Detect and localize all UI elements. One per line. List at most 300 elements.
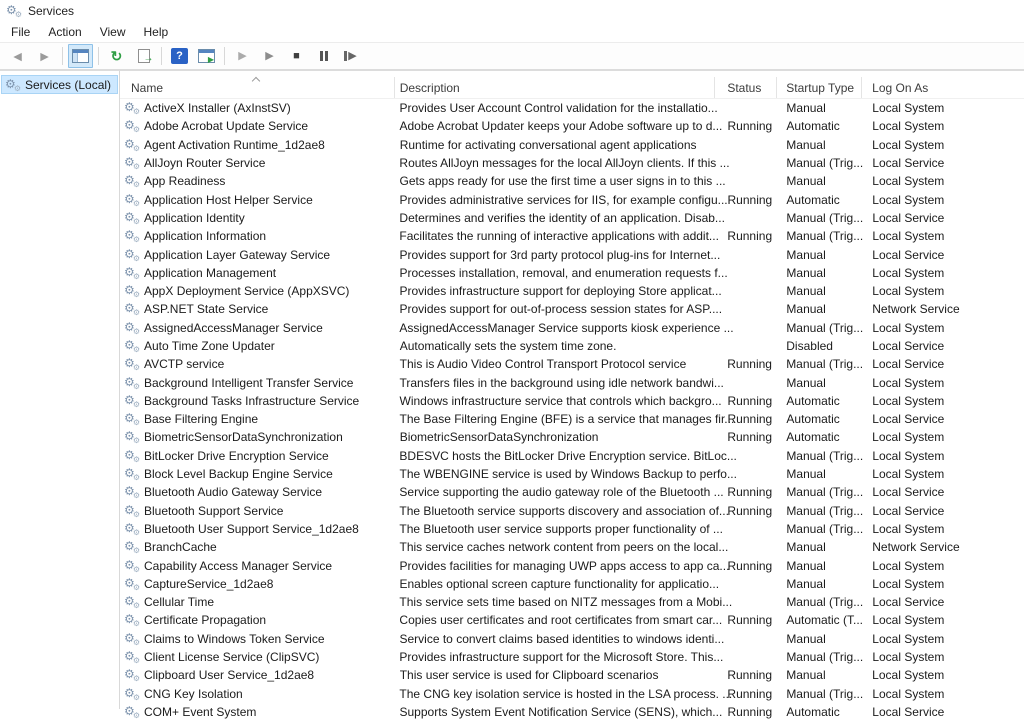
service-name: AppX Deployment Service (AppXSVC) — [144, 284, 350, 299]
cell-description: Service supporting the audio gateway role of the Bluetooth ... — [399, 485, 724, 500]
service-row[interactable] — [120, 392, 1024, 410]
cell-description: Routes AllJoyn messages for the local AllJoyn clients. If this ... — [399, 156, 730, 171]
cell-name — [120, 300, 395, 318]
cell-log-on-as: Local System — [872, 430, 945, 445]
service-row[interactable] — [120, 245, 1024, 263]
menu-action[interactable]: Action — [48, 25, 82, 39]
cell-description: BiometricSensorDataSynchronization — [399, 430, 599, 445]
cell-log-on-as: Local System — [872, 558, 945, 573]
column-header-label: Startup Type — [786, 80, 855, 95]
cell-status: Running — [727, 229, 773, 244]
service-gear-icon: ⚙ ⚙ — [124, 557, 140, 574]
service-row[interactable] — [120, 136, 1024, 154]
cell-log-on-as: Local System — [872, 467, 945, 482]
cell-status — [715, 593, 777, 611]
service-row[interactable] — [120, 611, 1024, 629]
cell-status — [716, 465, 778, 483]
cell-description: This is Audio Video Control Transport Protocol service — [399, 357, 687, 372]
service-name: AllJoyn Router Service — [144, 156, 266, 171]
cell-log-on-as: Local System — [872, 174, 945, 189]
cell-description: The Base Filtering Engine (BFE) is a service that manages fir... — [399, 412, 735, 427]
column-header-startup_type[interactable] — [777, 77, 862, 98]
stop-service-button[interactable] — [284, 44, 309, 68]
cell-startup-type: Manual (Trig... — [786, 686, 864, 701]
cell-description: Transfers files in the background using idle network bandwi... — [399, 375, 724, 390]
cell-log-on-as: Local System — [872, 668, 945, 683]
cell-description: Provides support for out-of-process session states for ASP.... — [399, 302, 723, 317]
cell-log-on-as: Network Service — [872, 302, 960, 317]
service-row[interactable] — [120, 154, 1024, 172]
cell-startup-type: Manual (Trig... — [786, 320, 864, 335]
cell-status — [716, 99, 778, 117]
cell-name — [120, 685, 394, 703]
cell-description: Runtime for activating conversational agent applications — [399, 137, 697, 152]
back-icon: ◄ — [10, 48, 25, 64]
service-row[interactable] — [120, 410, 1024, 428]
title-bar — [0, 0, 1024, 22]
cell-name — [120, 392, 395, 410]
cell-description: This user service is used for Clipboard scenarios — [399, 668, 659, 683]
cell-name — [120, 373, 395, 391]
cell-description: The WBENGINE service is used by Windows Backup to perfo... — [399, 467, 737, 482]
service-name: BiometricSensorDataSynchronization — [144, 430, 343, 445]
service-gear-icon: ⚙ ⚙ — [124, 100, 140, 117]
cell-status — [716, 538, 778, 556]
service-gear-icon: ⚙ ⚙ — [124, 685, 140, 702]
toolbar-separator — [224, 47, 225, 65]
cell-name — [120, 575, 395, 593]
services-node-icon: ⚙ ⚙ — [5, 76, 21, 93]
cell-log-on-as: Local System — [872, 229, 945, 244]
cell-name — [120, 611, 394, 629]
cell-log-on-as: Local System — [872, 137, 945, 152]
cell-startup-type: Automatic — [786, 412, 840, 427]
service-name: Background Intelligent Transfer Service — [144, 375, 354, 390]
service-list — [120, 99, 1024, 721]
service-row[interactable] — [120, 538, 1024, 556]
back-button[interactable] — [5, 44, 30, 68]
service-gear-icon: ⚙ ⚙ — [124, 520, 140, 537]
service-row[interactable] — [120, 483, 1024, 501]
cell-log-on-as: Local System — [872, 448, 945, 463]
cell-name — [120, 99, 395, 117]
cell-log-on-as: Network Service — [872, 540, 960, 555]
cell-name — [120, 538, 395, 556]
cell-startup-type: Automatic (T... — [786, 613, 863, 628]
service-row[interactable] — [120, 685, 1024, 703]
cell-log-on-as: Local System — [872, 393, 945, 408]
cell-name — [120, 428, 395, 446]
cell-log-on-as: Local System — [872, 320, 945, 335]
service-name: CaptureService_1d2ae8 — [144, 576, 274, 591]
cell-log-on-as: Local Service — [872, 357, 945, 372]
cell-status: Running — [727, 613, 773, 628]
stop-service-icon: ■ — [293, 49, 300, 62]
service-name: Application Host Helper Service — [144, 192, 313, 207]
cell-status — [716, 245, 778, 263]
cell-startup-type: Manual — [786, 101, 826, 116]
cell-name — [120, 593, 394, 611]
service-row[interactable] — [120, 428, 1024, 446]
service-row[interactable] — [120, 703, 1024, 721]
column-header-status[interactable] — [715, 77, 777, 98]
service-gear-icon: ⚙ ⚙ — [124, 173, 140, 190]
service-row[interactable] — [120, 447, 1024, 465]
cell-description: This service sets time based on NITZ messages from a Mobi... — [399, 595, 733, 610]
cell-log-on-as: Local Service — [872, 210, 945, 225]
service-name: ActiveX Installer (AxInstSV) — [144, 101, 291, 116]
cell-name — [120, 209, 394, 227]
cell-name — [120, 520, 394, 538]
tree-item-services-local[interactable] — [1, 75, 118, 94]
export-arrow-icon: → — [143, 53, 154, 64]
menu-bar — [0, 22, 1024, 43]
cell-status: Running — [727, 558, 773, 573]
service-gear-icon: ⚙ ⚙ — [124, 338, 140, 354]
service-row[interactable] — [120, 502, 1024, 520]
cell-name — [120, 190, 395, 208]
service-name: Cellular Time — [144, 595, 215, 610]
cell-startup-type: Automatic — [786, 393, 840, 408]
service-name: Background Tasks Infrastructure Service — [144, 393, 360, 408]
help-button[interactable] — [167, 44, 192, 68]
cell-startup-type: Manual — [786, 375, 826, 390]
service-name: Bluetooth Support Service — [144, 503, 284, 518]
console-body — [0, 71, 1024, 720]
service-name: Claims to Windows Token Service — [144, 631, 325, 646]
cell-name — [120, 556, 395, 574]
show-console-tree-button[interactable] — [68, 44, 93, 68]
column-header-name[interactable] — [120, 77, 395, 98]
cell-startup-type: Manual — [786, 247, 826, 262]
cell-startup-type: Manual — [786, 668, 826, 683]
extended-view-button[interactable] — [194, 44, 219, 68]
cell-status — [716, 630, 778, 648]
cell-description: Provides infrastructure support for the Microsoft Store. This... — [399, 650, 724, 665]
cell-log-on-as: Local System — [872, 613, 945, 628]
cell-status: Running — [727, 393, 773, 408]
cell-startup-type: Manual (Trig... — [786, 156, 864, 171]
window-title: Services — [28, 4, 75, 18]
service-name: CNG Key Isolation — [144, 686, 243, 701]
cell-status — [716, 373, 778, 391]
service-gear-icon: ⚙ ⚙ — [124, 118, 140, 135]
cell-log-on-as: Local System — [872, 101, 945, 116]
cell-description: Adobe Acrobat Updater keeps your Adobe software up to d... — [399, 119, 723, 134]
service-gear-icon: ⚙ ⚙ — [124, 539, 140, 556]
cell-description: Provides administrative services for IIS, for example configu... — [399, 192, 728, 207]
cell-startup-type: Manual (Trig... — [786, 650, 864, 665]
cell-description: Gets apps ready for use the first time a user signs in to this ... — [399, 174, 726, 189]
service-gear-icon: ⚙ ⚙ — [124, 447, 140, 464]
cell-status — [715, 154, 777, 172]
service-row[interactable] — [120, 337, 1024, 355]
menu-help[interactable]: Help — [143, 25, 169, 39]
restart-service-button[interactable] — [338, 44, 363, 68]
cell-log-on-as: Local Service — [872, 503, 945, 518]
mini-play-icon: ▶ — [207, 55, 214, 64]
service-gear-icon: ⚙ ⚙ — [124, 649, 140, 666]
service-name: COM+ Event System — [144, 704, 257, 719]
cell-log-on-as: Local System — [872, 631, 945, 646]
service-gear-icon: ⚙ ⚙ — [124, 228, 140, 245]
cell-startup-type: Manual (Trig... — [786, 485, 864, 500]
cell-startup-type: Manual — [786, 302, 826, 317]
cell-startup-type: Manual — [786, 284, 826, 299]
column-header-label: Description — [399, 80, 460, 95]
cell-name — [120, 245, 395, 263]
service-row[interactable] — [120, 630, 1024, 648]
service-row[interactable] — [120, 575, 1024, 593]
cell-startup-type: Automatic — [786, 430, 840, 445]
tree-item-label: Services (Local) — [25, 77, 112, 92]
cell-name — [120, 337, 395, 355]
service-name: ASP.NET State Service — [144, 302, 269, 317]
cell-log-on-as: Local Service — [872, 485, 945, 500]
service-gear-icon: ⚙ ⚙ — [124, 429, 140, 446]
service-row[interactable] — [120, 465, 1024, 483]
cell-log-on-as: Local Service — [872, 595, 945, 610]
list-header — [120, 77, 1024, 99]
forward-icon: ► — [37, 48, 52, 64]
service-gear-icon: ⚙ ⚙ — [124, 283, 140, 300]
service-gear-icon: ⚙ ⚙ — [124, 411, 140, 428]
resume-service-icon: ▶ — [265, 49, 274, 62]
cell-name — [120, 264, 395, 282]
cell-status: Running — [727, 412, 773, 427]
cell-description: Processes installation, removal, and enumeration requests f... — [399, 265, 728, 280]
cell-description: The Bluetooth user service supports proper functionality of ... — [399, 521, 723, 536]
service-row[interactable] — [120, 264, 1024, 282]
service-row[interactable] — [120, 99, 1024, 117]
service-row[interactable] — [120, 172, 1024, 190]
cell-log-on-as: Local Service — [872, 247, 945, 262]
cell-log-on-as: Local Service — [872, 156, 945, 171]
console-tree-icon — [72, 49, 89, 63]
service-row[interactable] — [120, 282, 1024, 300]
column-header-label: Log On As — [872, 80, 929, 95]
refresh-button[interactable] — [104, 44, 129, 68]
cell-name — [120, 136, 395, 154]
export-list-button[interactable] — [131, 44, 156, 68]
service-name: Auto Time Zone Updater — [144, 339, 275, 353]
cell-log-on-as: Local System — [872, 375, 945, 390]
cell-status: Running — [727, 686, 773, 701]
cell-name — [120, 410, 395, 428]
menu-file[interactable]: File — [11, 25, 31, 39]
cell-status — [716, 575, 778, 593]
help-icon: ? — [171, 48, 188, 64]
sort-ascending-icon — [253, 78, 260, 82]
cell-startup-type: Manual — [786, 265, 826, 280]
cell-name — [120, 447, 394, 465]
service-name: AssignedAccessManager Service — [144, 320, 323, 335]
cell-description: Supports System Event Notification Service (SENS), which... — [399, 704, 723, 719]
cell-log-on-as: Local Service — [872, 339, 945, 353]
service-name: Adobe Acrobat Update Service — [144, 119, 309, 134]
service-gear-icon: ⚙ ⚙ — [124, 612, 140, 629]
service-row[interactable] — [120, 319, 1024, 337]
cell-startup-type: Manual — [786, 631, 826, 646]
cell-description: The Bluetooth service supports discovery and association of... — [399, 503, 729, 518]
cell-description: This service caches network content from peers on the local... — [399, 540, 729, 555]
service-row[interactable] — [120, 117, 1024, 135]
cell-name — [120, 630, 395, 648]
service-gear-icon: ⚙ ⚙ — [124, 575, 140, 592]
service-row[interactable] — [120, 373, 1024, 391]
service-name: Block Level Backup Engine Service — [144, 467, 333, 482]
service-gear-icon: ⚙ ⚙ — [124, 392, 140, 409]
pause-service-button[interactable] — [311, 44, 336, 68]
service-row[interactable] — [120, 648, 1024, 666]
service-row[interactable] — [120, 227, 1024, 245]
service-name: Application Identity — [144, 210, 245, 225]
service-name: Application Layer Gateway Service — [144, 247, 331, 262]
cell-name — [120, 227, 394, 245]
cell-log-on-as: Local System — [872, 521, 945, 536]
cell-description: Provides facilities for managing UWP apps access to app ca... — [399, 558, 730, 573]
cell-status: Running — [727, 119, 773, 134]
service-gear-icon: ⚙ ⚙ — [124, 356, 140, 373]
start-service-button[interactable] — [230, 44, 255, 68]
cell-description: BDESVC hosts the BitLocker Drive Encryption service. BitLoc... — [399, 448, 737, 463]
cell-startup-type: Manual — [786, 174, 826, 189]
cell-startup-type: Automatic — [786, 704, 840, 719]
cell-description: Provides infrastructure support for deploying Store applicat... — [399, 284, 722, 299]
service-row[interactable] — [120, 190, 1024, 208]
service-row[interactable] — [120, 209, 1024, 227]
cell-description: Service to convert claims based identities to windows identi... — [399, 631, 725, 646]
service-gear-icon: ⚙ ⚙ — [124, 484, 140, 501]
cell-description: Provides User Account Control validation for the installatio... — [399, 101, 718, 116]
resume-service-button[interactable] — [257, 44, 282, 68]
cell-log-on-as: Local System — [872, 686, 945, 701]
service-name: Bluetooth User Support Service_1d2ae8 — [144, 521, 359, 536]
service-name: Clipboard User Service_1d2ae8 — [144, 668, 315, 683]
service-name: Certificate Propagation — [144, 613, 267, 628]
service-row[interactable] — [120, 355, 1024, 373]
refresh-icon: ↻ — [110, 48, 123, 64]
cell-log-on-as: Local System — [872, 265, 945, 280]
cell-status — [715, 648, 777, 666]
cell-log-on-as: Local System — [872, 650, 945, 665]
service-row[interactable] — [120, 666, 1024, 684]
cell-startup-type: Manual (Trig... — [786, 210, 864, 225]
service-gear-icon: ⚙ ⚙ — [124, 319, 140, 336]
cell-description: Automatically sets the system time zone. — [399, 339, 617, 353]
service-gear-icon: ⚙ ⚙ — [124, 246, 140, 263]
restart-service-icon: ▶ — [344, 51, 356, 62]
console-tree — [0, 71, 119, 709]
cell-startup-type: Manual (Trig... — [786, 357, 864, 372]
service-gear-icon: ⚙ ⚙ — [124, 209, 140, 226]
cell-description: Windows infrastructure service that controls which backgro... — [399, 393, 722, 408]
service-row[interactable] — [120, 556, 1024, 574]
cell-name — [120, 117, 395, 135]
cell-startup-type: Manual — [786, 558, 826, 573]
column-header-label: Name — [131, 80, 164, 95]
cell-status: Running — [727, 485, 773, 500]
cell-status — [716, 300, 778, 318]
cell-startup-type: Manual (Trig... — [786, 595, 864, 610]
cell-status: Running — [727, 357, 772, 372]
service-gear-icon: ⚙ ⚙ — [124, 703, 140, 720]
column-header-label: Status — [727, 80, 762, 95]
cell-startup-type: Automatic — [786, 192, 840, 207]
cell-status — [716, 264, 778, 282]
cell-startup-type: Manual — [786, 137, 826, 152]
cell-log-on-as: Local Service — [872, 704, 945, 719]
cell-description: Copies user certificates and root certificates from smart car... — [399, 613, 723, 628]
cell-log-on-as: Local System — [872, 192, 945, 207]
cell-startup-type: Manual — [786, 467, 826, 482]
service-name: AVCTP service — [144, 357, 225, 372]
cell-status: Running — [727, 430, 773, 445]
cell-status: Running — [727, 668, 773, 683]
cell-startup-type: Manual (Trig... — [786, 448, 864, 463]
cell-log-on-as: Local System — [872, 576, 945, 591]
cell-status — [715, 447, 777, 465]
cell-name — [120, 319, 394, 337]
cell-status — [715, 319, 777, 337]
service-row[interactable] — [120, 520, 1024, 538]
cell-description: Enables optional screen capture functionality for applicatio... — [399, 576, 720, 591]
service-gear-icon: ⚙ ⚙ — [124, 264, 140, 281]
cell-startup-type: Manual (Trig... — [786, 229, 864, 244]
cell-startup-type: Manual — [786, 540, 826, 555]
service-gear-icon: ⚙ ⚙ — [124, 466, 140, 483]
toolbar-separator — [161, 47, 162, 65]
cell-description: Determines and verifies the identity of an application. Disab... — [399, 210, 725, 225]
service-name: Base Filtering Engine — [144, 412, 259, 427]
cell-status — [716, 172, 778, 190]
cell-name — [120, 172, 395, 190]
service-name: Agent Activation Runtime_1d2ae8 — [144, 137, 325, 152]
service-name: BitLocker Drive Encryption Service — [144, 448, 329, 463]
column-header-log_on_as[interactable] — [862, 77, 1024, 98]
service-name: Bluetooth Audio Gateway Service — [144, 485, 323, 500]
service-gear-icon: ⚙ ⚙ — [124, 155, 140, 172]
forward-button[interactable] — [32, 44, 57, 68]
cell-status — [715, 209, 777, 227]
service-name: App Readiness — [144, 174, 226, 189]
cell-description: AssignedAccessManager Service supports kiosk experience ... — [399, 320, 734, 335]
menu-view[interactable]: View — [99, 25, 126, 39]
column-header-description[interactable] — [395, 77, 716, 98]
toolbar-separator — [98, 47, 99, 65]
cell-log-on-as: Local Service — [872, 412, 945, 427]
cell-startup-type: Automatic — [786, 119, 840, 134]
cell-log-on-as: Local System — [872, 284, 945, 299]
cell-startup-type: Manual (Trig... — [786, 521, 864, 536]
app-gear-icon: ⚙ ⚙ — [6, 3, 22, 19]
cell-description: Provides support for 3rd party protocol plug-ins for Internet... — [399, 247, 721, 262]
service-gear-icon: ⚙ ⚙ — [124, 594, 140, 611]
cell-status — [715, 520, 777, 538]
cell-name — [120, 465, 395, 483]
service-name: Application Management — [144, 265, 277, 280]
service-gear-icon: ⚙ ⚙ — [124, 136, 140, 153]
service-gear-icon: ⚙ ⚙ — [124, 374, 140, 391]
cell-status: Running — [727, 503, 773, 518]
service-row[interactable] — [120, 300, 1024, 318]
service-gear-icon: ⚙ ⚙ — [124, 191, 140, 208]
cell-description: The CNG key isolation service is hosted in the LSA process. ... — [399, 686, 733, 701]
cell-status: Running — [727, 704, 773, 719]
service-gear-icon: ⚙ ⚙ — [124, 630, 140, 647]
service-gear-icon: ⚙ ⚙ — [124, 502, 140, 519]
service-row[interactable] — [120, 593, 1024, 611]
